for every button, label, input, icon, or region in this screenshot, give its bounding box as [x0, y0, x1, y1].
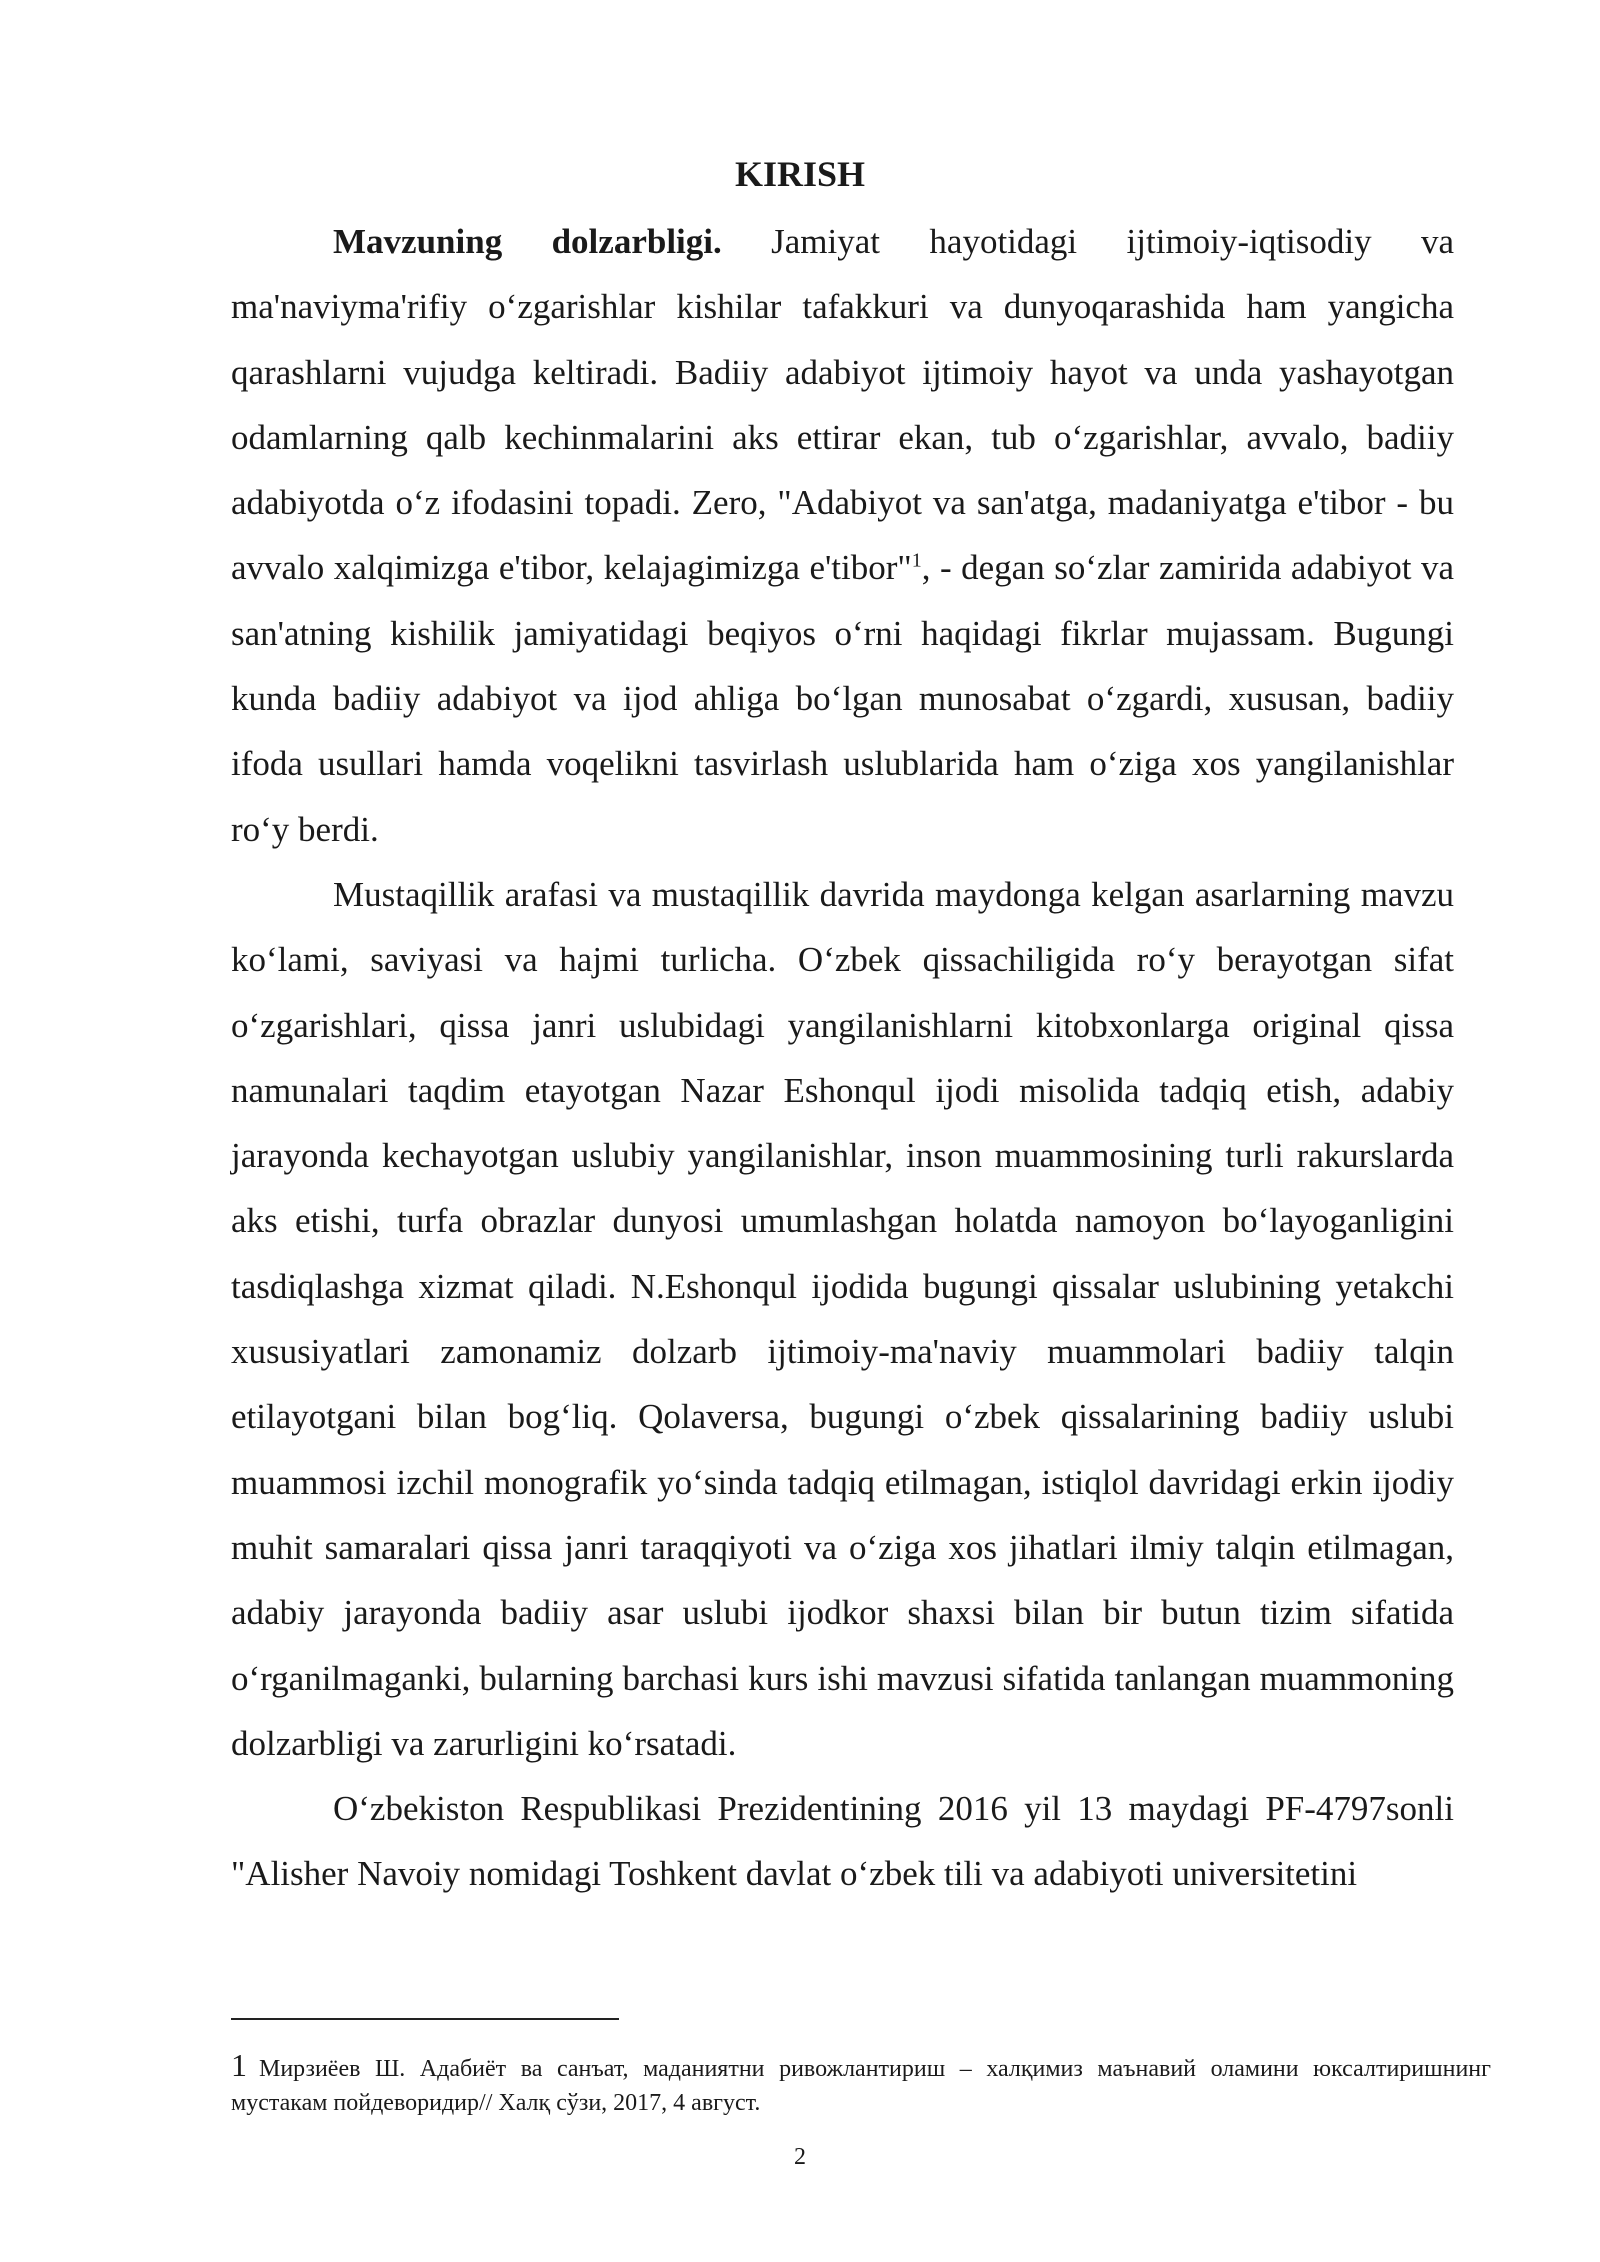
- footnote-reference: 1: [911, 549, 922, 572]
- paragraph-text-continued: , - degan so‘zlar zamirida adabiyot va san'atning kishilik jamiyatidagi beqiyos o‘rni haqidagi fikrlar mujassam. Bugungi kunda badiiy adabiyot va ijod ahliga bo‘lgan munosabat o‘zgardi, xususan, badiiy ifoda usullari hamda voqelikni tasvirlash uslublarida ham o‘ziga xos yangilanishlar ro‘y berdi.: [231, 548, 1454, 849]
- paragraph-relevance: [231, 209, 1454, 862]
- paragraph-text: Jamiyat hayotidagi ijtimoiy-iqtisodiy va ma'naviyma'rifiy o‘zgarishlar kishilar tafakkuri va dunyoqarashida ham yangicha qarashlarni vujudga keltiradi. Badiiy adabiyot ijtimoiy hayot va unda yashayotgan odamlarning qalb kechinmalarini aks ettirar ekan, tub o‘zgarishlar, avvalo, badiiy adabiyotda o‘z ifodasini topadi. Zero, "Adabiyot va san'atga, madaniyatga e'tibor - bu avvalo xalqimizga e'tibor, kelajagimizga e'tibor": [231, 222, 1455, 588]
- footnote: [231, 2048, 1491, 2120]
- page-number: 2: [794, 2144, 806, 2170]
- section-heading: KIRISH: [734, 154, 866, 194]
- footnote-separator: [231, 2018, 619, 2020]
- paragraph-independence: Mustaqillik arafasi va mustaqillik davrida maydonga kelgan asarlarning mavzu ko‘lami, saviyasi va hajmi turlicha. O‘zbek qissachiligida ro‘y berayotgan sifat o‘zgarishlari, qissa janri uslubidagi yangilanishlarni kitobxonlarga original qissa namunalari taqdim etayotgan Nazar Eshonqul ijodi misolida tadqiq etish, adabiy jarayonda kechayotgan uslubiy yangilanishlar, inson muammosining turli rakurslarda aks etishi, turfa obrazlar dunyosi umumlashgan holatda namoyon bo‘layoganligini tasdiqlashga xizmat qiladi. N.Eshonqul ijodida bugungi qissalar uslubining yetakchi xususiyatlari zamonamiz dolzarb ijtimoiy-ma'naviy muammolari badiiy talqin etilayotgani bilan bog‘liq. Qolaversa, bugungi o‘zbek qissalarining badiiy uslubi muammosi izchil monografik yo‘sinda tadqiq etilmagan, istiqlol davridagi erkin ijodiy muhit samaralari qissa janri taraqqiyoti va o‘ziga xos jihatlari ilmiy talqin etilmagan, adabiy jarayonda badiiy asar uslubi ijodkor shaxsi bilan bir butun tizim sifatida o‘rganilmaganki, bularning barchasi kurs ishi mavzusi sifatida tanlangan muammoning dolzarbligi va zarurligini ko‘rsatadi.: [231, 874, 1454, 1763]
- body-text: [231, 209, 1454, 1907]
- paragraph-lead: Mavzuning dolzarbligi.: [333, 222, 722, 261]
- footnote-text: Мирзиёев Ш. Адабиёт ва санъат, маданиятни ривожлантириш – халқимиз маънавий оламини юксалтиришнинг мустакам пойдеворидир// Халқ сўзи, 2017, 4 август.: [231, 2056, 1491, 2116]
- footnote-number: 1: [231, 2047, 247, 2083]
- paragraph-decree: O‘zbekiston Respublikasi Prezidentining 2016 yil 13 maydagi PF-4797sonli "Alisher Navoiy nomidagi Toshkent davlat o‘zbek tili va adabiyoti universitetini: [231, 1789, 1454, 1894]
